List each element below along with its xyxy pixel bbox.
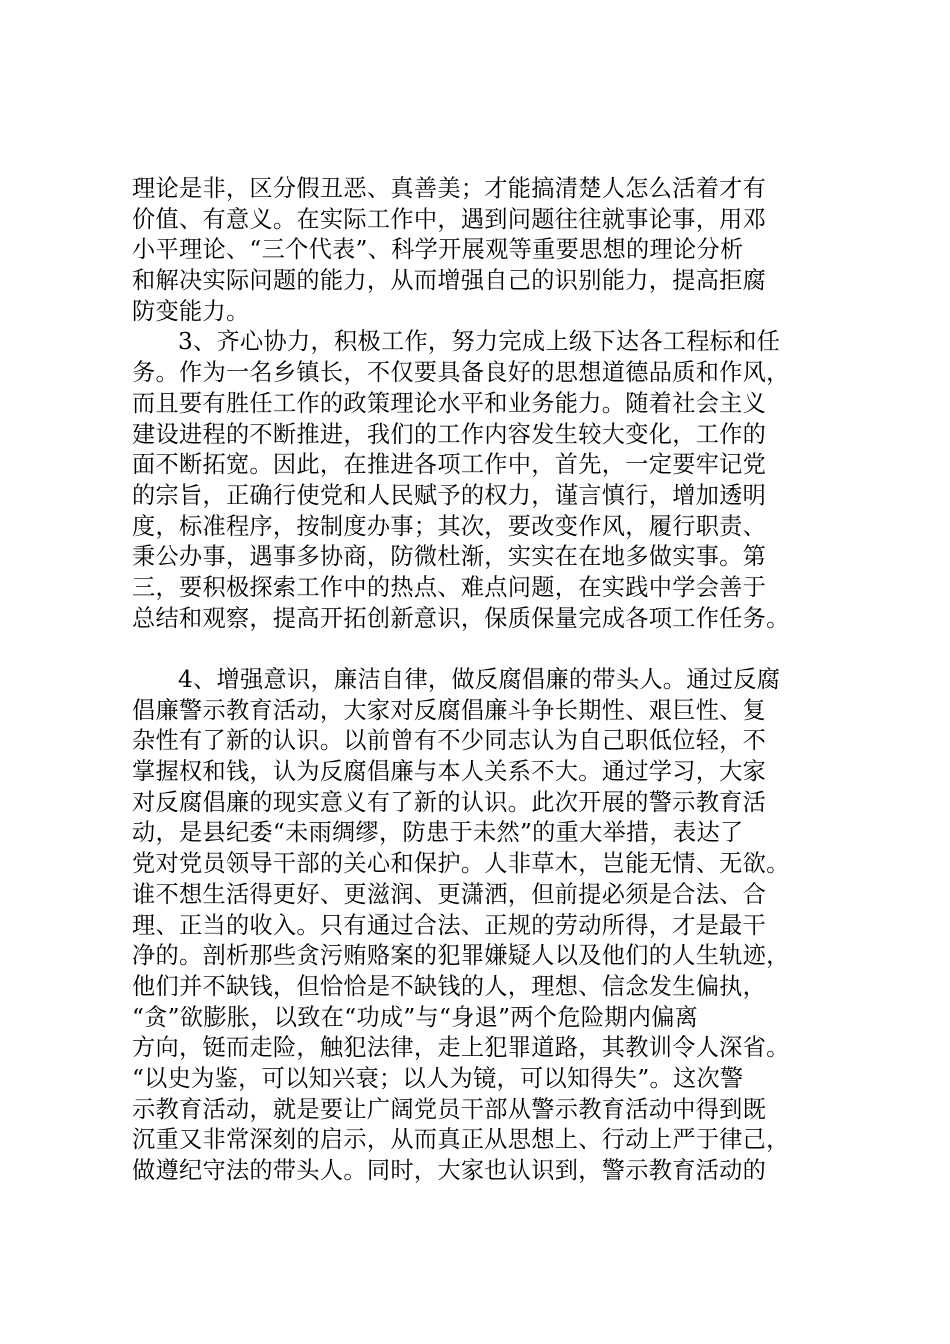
para1-line: 和解决实际问题的能力，从而增强自己的识别能力，提高拒腐	[132, 267, 767, 295]
para2-line: 度，标准程序，按制度办事；其次，要改变作风，履行职责、	[132, 512, 767, 540]
para3-line: 对反腐倡廉的现实意义有了新的认识。此次开展的警示教育活	[132, 788, 767, 816]
para3-line: 做遵纪守法的带头人。同时，大家也认识到，警示教育活动的	[132, 1157, 767, 1184]
para1-line: 理论是非，区分假丑恶、真善美；才能搞清楚人怎么活着才有	[132, 175, 767, 202]
para1-line: 价值、有意义。在实际工作中，遇到问题往往就事论事，用邓	[132, 205, 767, 233]
para1-line: 小平理论、“三个代表”、科学开展观等重要思想的理论分析	[132, 236, 744, 264]
para3-line: 谁不想生活得更好、更滋润、更潇洒，但前提必须是合法、合	[132, 880, 767, 908]
para2-line: 而且要有胜任工作的政策理论水平和业务能力。随着社会主义	[132, 389, 767, 417]
para1-line: 防变能力。	[132, 297, 250, 325]
para3-line: 他们并不缺钱，但恰恰是不缺钱的人，理想、信念发生偏执，	[132, 972, 767, 1000]
para2-line: 三，要积极探索工作中的热点、难点问题，在实践中学会善于	[132, 573, 767, 601]
para3-line: 4、增强意识，廉洁自律，做反腐倡廉的带头人。通过反腐	[178, 666, 781, 693]
para3-line: 示教育活动，就是要让广阔党员干部从警示教育活动中得到既	[132, 1095, 767, 1123]
para2-line: 建设进程的不断推进，我们的工作内容发生较大变化，工作的	[132, 420, 767, 448]
paragraph-gap	[132, 634, 852, 665]
para3-line: 方向，铤而走险，触犯法律，走上犯罪道路，其教训令人深省。	[132, 1034, 790, 1062]
para2-line: 3、齐心协力，积极工作，努力完成上级下达各工程标和任	[178, 328, 781, 356]
para3-line: 掌握权和钱，认为反腐倡廉与本人关系不大。通过学习，大家	[132, 758, 767, 786]
para3-line: 党对党员领导干部的关心和保护。人非草木，岂能无情、无欲。	[132, 850, 790, 878]
para3-line: “以史为鉴，可以知兴衰；以人为镜，可以知得失”。这次警	[132, 1064, 744, 1092]
para2-line: 务。作为一名乡镇长，不仅要具备良好的思想道德品质和作风，	[132, 359, 790, 387]
para3-line: 净的。剖析那些贪污贿赂案的犯罪嫌疑人以及他们的人生轨迹，	[132, 942, 790, 970]
para3-line: “贪”欲膨胀，以致在“功成”与“身退”两个危险期内偏离	[132, 1003, 699, 1031]
para3-line: 沉重又非常深刻的启示，从而真正从思想上、行动上严于律己，	[132, 1126, 790, 1154]
para3-line: 理、正当的收入。只有通过合法、正规的劳动所得，才是最干	[132, 911, 767, 939]
para2-line: 秉公办事，遇事多协商，防微杜渐，实实在在地多做实事。第	[132, 543, 767, 571]
document-body	[132, 174, 852, 1187]
para2-line: 的宗旨，正确行使党和人民赋予的权力，谨言慎行，增加透明	[132, 481, 767, 509]
para3-line: 动，是县纪委“未雨绸缪，防患于未然”的重大举措，表达了	[132, 819, 744, 847]
para3-line: 倡廉警示教育活动，大家对反腐倡廉斗争长期性、艰巨性、复	[132, 696, 767, 724]
para3-line: 杂性有了新的认识。以前曾有不少同志认为自己职低位轻，不	[132, 727, 767, 755]
para2-line: 总结和观察，提高开拓创新意识，保质保量完成各项工作任务。	[132, 604, 790, 632]
para2-line: 面不断拓宽。因此，在推进各项工作中，首先，一定要牢记党	[132, 451, 767, 479]
